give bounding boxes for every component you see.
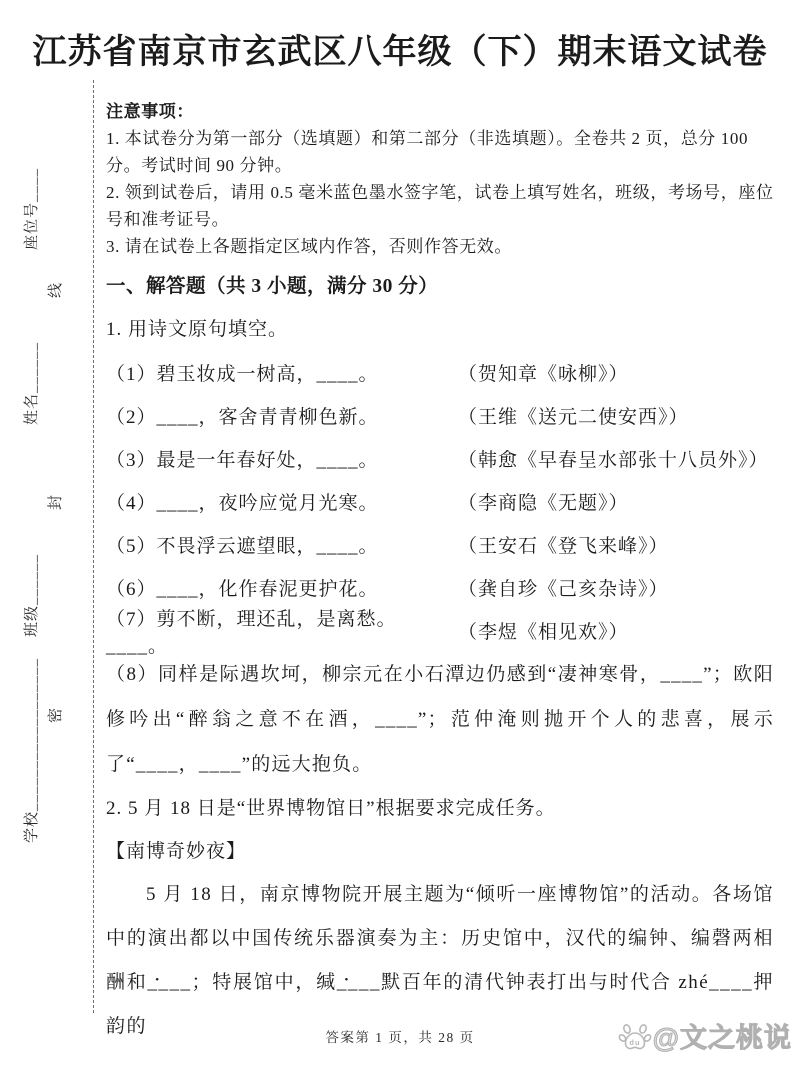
seal-fold-char-feng: 封 <box>48 493 64 510</box>
poem-text: （6）____，化作春泥更护花。 <box>106 579 379 600</box>
fill-blank-row-5 <box>106 523 774 566</box>
page-title: 江苏省南京市玄武区八年级（下）期末语文试卷 <box>32 34 768 71</box>
notice-item-3: 3. 请在试卷上各题指定区域内作答，否则作答无效。 <box>106 237 512 256</box>
notice-item-2: 2. 领到试卷后，请用 0.5 毫米蓝色墨水签字笔，试卷上填写姓名，班级，考场号，座位号和准考证号。 <box>106 183 774 229</box>
paragraph-segment: 5 月 18 日，南京博物院开展主题为“倾听一座博物馆”的活动。各场馆中的演出都以中国传统乐器演奏为主：历史馆中，汉代的编钟、编磬两相酬 <box>106 884 774 993</box>
paw-icon-du-text: du <box>629 1037 641 1047</box>
seal-label-name: 姓名______ <box>24 341 40 425</box>
poem-text: （5）不畏浮云遮望眼，____。 <box>106 536 379 557</box>
page-footer: 答案第 1 页，共 28 页 <box>325 1030 475 1045</box>
question-1-stem: 1. 用诗文原句填空。 <box>106 319 289 340</box>
poem-source: （王维《送元二使安西》） <box>458 407 689 428</box>
poem-text: （2）____，客舍青青柳色新。 <box>106 407 379 428</box>
fill-blank-list <box>106 351 774 657</box>
seal-label-school: 学校__________________ <box>24 657 40 843</box>
paragraph-segment: ____；特展馆中， <box>147 972 317 993</box>
seal-fold-char-mi: 密 <box>48 706 64 723</box>
fill-blank-row-2 <box>106 394 774 437</box>
poem-text: （3）最是一年春好处，____。 <box>106 450 379 471</box>
section-heading: 一、解答题（共 3 小题，满分 30 分） <box>106 276 439 297</box>
emphasized-char-he: 和 • <box>127 972 148 993</box>
poem-text: （4）____，夜吟应觉月光寒。 <box>106 493 379 514</box>
poem-source: （贺知章《咏柳》） <box>458 364 629 385</box>
exam-content <box>106 98 774 1049</box>
poem-source: （王安石《登飞来峰》） <box>458 536 669 557</box>
question-2-subheading: 【南博奇妙夜】 <box>106 841 247 862</box>
fill-blank-row-3 <box>106 437 774 480</box>
paw-icon <box>618 1019 652 1053</box>
notice-section <box>106 98 774 260</box>
poem-source: （李商隐《无题》） <box>458 493 629 514</box>
fill-blank-row-7 <box>106 608 774 657</box>
fill-blank-item-8: （8）同样是际遇坎坷，柳宗元在小石潭边仍感到“凄神寒骨，____”；欧阳修吟出“醉翁之意不在酒，____”；范仲淹则抛开个人的悲喜，展示了“____，____”的远大抱负。 <box>106 664 774 775</box>
fill-blank-row-4 <box>106 480 774 523</box>
seal-label-seat-number: 座位号____ <box>24 167 40 250</box>
watermark-text: @文之桃说 <box>652 1023 792 1053</box>
fill-blank-row-1 <box>106 351 774 394</box>
watermark <box>618 1016 792 1055</box>
question-2-stem: 2. 5 月 18 日是“世界博物馆日”根据要求完成任务。 <box>106 798 556 819</box>
poem-source: （韩愈《早春呈水部张十八员外》） <box>458 450 769 471</box>
poem-source: （李煜《相见欢》） <box>458 622 629 643</box>
seal-dashed-divider <box>93 80 94 1013</box>
emphasized-char-jian: 缄 • <box>316 972 337 993</box>
notice-item-1: 1. 本试卷分为第一部分（选填题）和第二部分（非选填题）。全卷共 2 页，总分 100 分。考试时间 90 分钟。 <box>106 129 749 175</box>
seal-fold-char-xian: 线 <box>48 281 64 298</box>
seal-label-class: 班级______ <box>24 553 40 637</box>
poem-source: （龚自珍《己亥杂诗》） <box>458 579 669 600</box>
notice-heading: 注意事项： <box>106 102 194 121</box>
poem-text: （7）剪不断，理还乱，是离愁。____。 <box>106 608 397 657</box>
paragraph-segment: ____默百年的清代钟表打出与时代合 zhé____押韵的 <box>106 972 774 1037</box>
poem-text: （1）碧玉妆成一树高，____。 <box>106 364 379 385</box>
